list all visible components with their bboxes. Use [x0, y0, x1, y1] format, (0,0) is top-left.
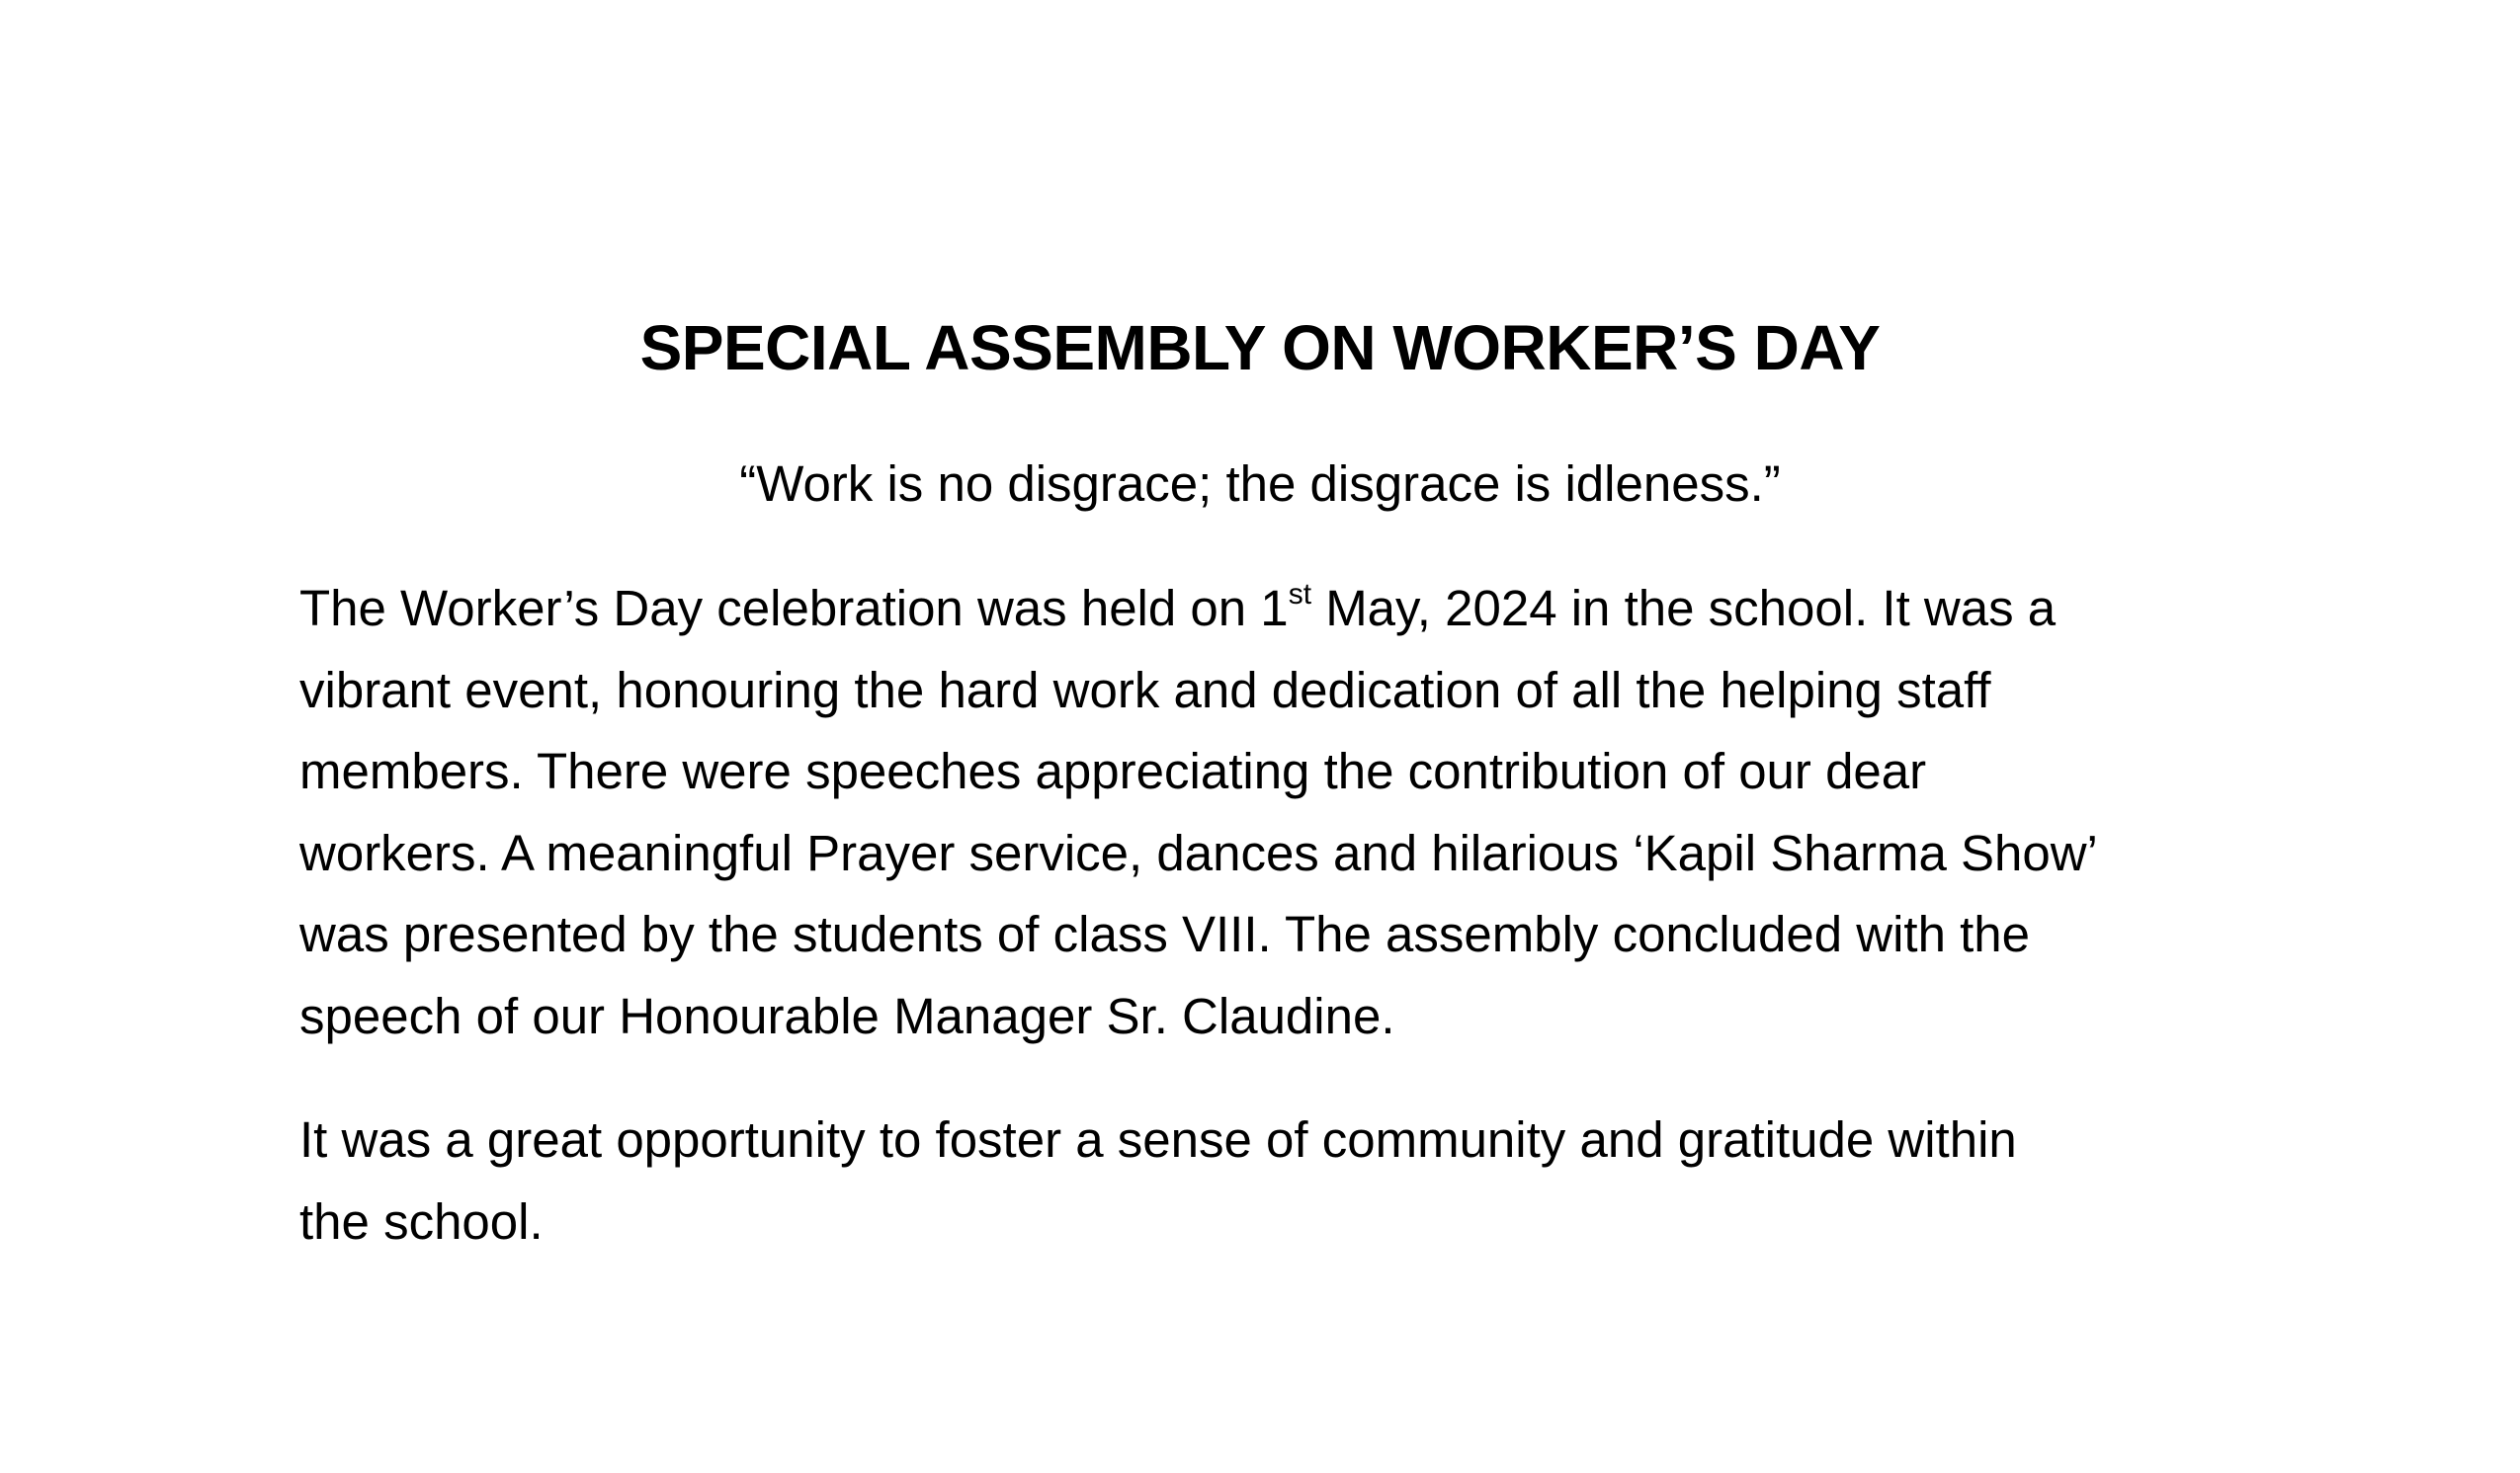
- paragraph-event-description: [299, 568, 2256, 1057]
- quote: “Work is no disgrace; the disgrace is idleness.”: [739, 455, 1781, 512]
- paragraph-line: vibrant event, honouring the hard work and dedication of all the helping staff: [299, 661, 1991, 718]
- text-segment: May, 2024 in the school. It was a: [1311, 580, 2057, 636]
- paragraph-line: the school.: [299, 1192, 544, 1250]
- paragraph-line: workers. A meaningful Prayer service, dances and hilarious ‘Kapil Sharma Show’: [299, 824, 2098, 881]
- paragraph-conclusion: [299, 1100, 2256, 1263]
- text-segment: The Worker’s Day celebration was held on 1: [299, 580, 1289, 636]
- paragraph-line: It was a great opportunity to foster a sense of community and gratitude within: [299, 1111, 2017, 1168]
- paragraph-line: members. There were speeches appreciating the contribution of our dear: [299, 743, 1927, 799]
- page-title: SPECIAL ASSEMBLY ON WORKER’S DAY: [639, 312, 1881, 383]
- paragraph-line: speech of our Honourable Manager Sr. Claudine.: [299, 987, 1395, 1044]
- ordinal-suffix: st: [1288, 578, 1312, 611]
- paragraph-line: was presented by the students of class VIII. The assembly concluded with the: [299, 906, 2031, 962]
- paragraph-line: [299, 568, 2256, 650]
